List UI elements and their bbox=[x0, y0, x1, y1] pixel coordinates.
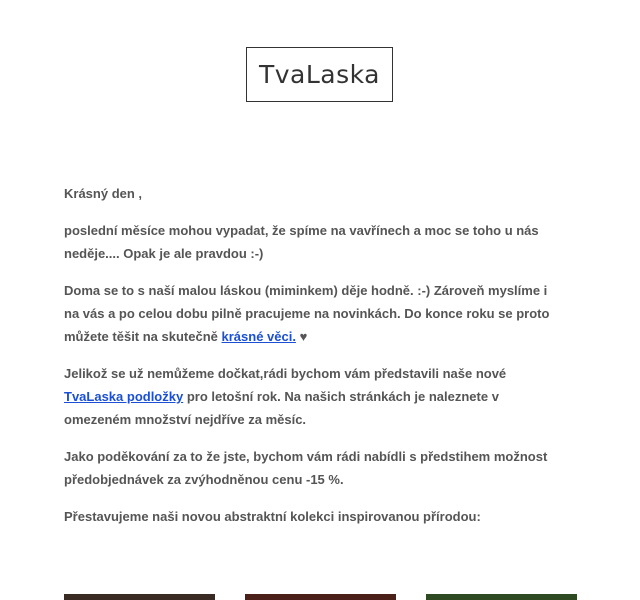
logo-text: TvaLaska bbox=[258, 60, 381, 89]
logo[interactable] bbox=[246, 47, 393, 102]
heart-icon: ♥ bbox=[295, 329, 308, 344]
collection-image-3[interactable] bbox=[426, 594, 577, 600]
paragraph-preorder: Jako poděkování za to že jste, bychom vám rádi nabídli s předstihem možnost předobjednávek za zvýhodněnou cenu -15 %. bbox=[64, 449, 548, 487]
paragraph-pads bbox=[64, 362, 564, 431]
collection-image-1[interactable] bbox=[64, 594, 215, 600]
greeting: Krásný den , bbox=[64, 186, 143, 201]
collection-gallery bbox=[64, 594, 578, 600]
paragraph-collection: Přestavujeme naši novou abstraktní kolekci inspirovanou přírodou: bbox=[64, 509, 481, 524]
tvalaska-pads-link[interactable]: TvaLaska podložky bbox=[64, 389, 184, 404]
beautiful-things-link[interactable]: krásné věci. bbox=[221, 329, 296, 344]
paragraph-pads-text-end: pro letošní rok. Na našich stránkách je naleznete v omezeném množství nejdříve za měsíc. bbox=[64, 389, 499, 427]
paragraph-pads-text: Jelikož se už nemůžeme dočkat,rádi bychom vám představili naše nové bbox=[64, 366, 507, 381]
paragraph-news bbox=[64, 279, 564, 348]
collection-image-2[interactable] bbox=[245, 594, 396, 600]
paragraph-intro: poslední měsíce mohou vypadat, že spíme na vavřínech a moc se toho u nás neděje.... Opak je ale pravdou :-) bbox=[64, 223, 539, 261]
email-body bbox=[64, 182, 564, 542]
paragraph-news-text: Doma se to s naší malou láskou (miminkem) děje hodně. :-) Zároveň myslíme i na vás a po celou dobu pilně pracujeme na novinkách. Do konce roku se proto můžete těšit na skutečně bbox=[64, 283, 550, 344]
